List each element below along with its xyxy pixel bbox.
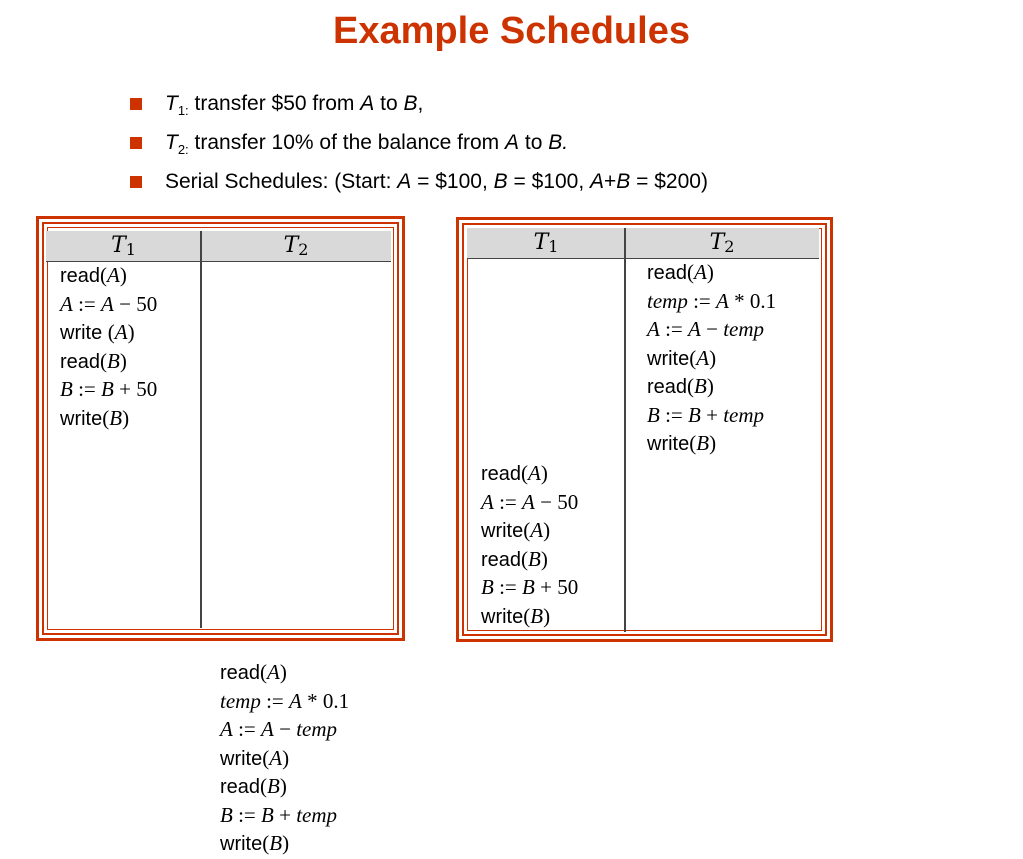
operation-line: temp := A * 0.1: [647, 288, 777, 313]
operation-line: read(B): [220, 774, 287, 798]
page-title: Example Schedules: [333, 10, 690, 52]
bullet-t2: [130, 125, 708, 164]
header-t1-sub: 1: [548, 237, 559, 256]
t1-to: to: [380, 92, 398, 115]
operation-line: B := B + temp: [647, 402, 765, 427]
serial-label: Serial Schedules: (Start:: [165, 170, 392, 193]
header-t1-symbol: T: [111, 233, 126, 258]
header-t2-symbol: T: [709, 230, 725, 255]
square-bullet-icon: [130, 137, 142, 149]
header-t2-symbol: T: [283, 233, 299, 258]
header-t1-symbol: T: [533, 230, 549, 255]
t2-symbol: T: [165, 131, 178, 154]
t1-column: [481, 459, 578, 630]
operation-line: read(B): [647, 374, 714, 398]
t2-column: [647, 258, 776, 458]
operation-line: write(B): [481, 603, 551, 628]
t1-a: A: [360, 92, 375, 115]
operation-line: B := B + 50: [60, 377, 158, 401]
serial-ab-val: = $200): [636, 170, 708, 193]
operation-line: write(A): [481, 518, 551, 542]
schedule-right-header: [467, 228, 819, 259]
operation-line: A := A − 50: [60, 291, 158, 316]
schedule-left: [46, 231, 391, 855]
t1-column: [60, 261, 157, 432]
header-t2-sub: 2: [724, 237, 735, 256]
t1-symbol: T: [165, 92, 178, 115]
operation-line: A := A − temp: [220, 717, 338, 741]
operation-line: write(B): [220, 831, 290, 855]
operation-line: read(B): [60, 348, 127, 373]
header-t2: [625, 228, 819, 258]
operation-line: write(A): [647, 345, 717, 370]
serial-ab-b: B: [616, 170, 631, 193]
operation-line: B := B + 50: [481, 575, 579, 599]
t2-text: transfer 10% of the balance from: [194, 131, 500, 154]
operation-line: B := B + temp: [220, 802, 338, 827]
serial-b: B: [493, 170, 508, 193]
bullet-list: [130, 86, 708, 203]
serial-ab-plus: +: [604, 170, 617, 193]
header-t1: [46, 231, 201, 261]
serial-ab-a: A: [590, 170, 605, 193]
operation-line: write (A): [60, 320, 135, 344]
t2-b: B.: [548, 131, 569, 154]
header-t2: [201, 231, 391, 261]
square-bullet-icon: [130, 98, 142, 110]
column-divider: [624, 228, 626, 632]
operation-line: read(B): [481, 546, 548, 571]
schedule-left-header: [46, 231, 391, 262]
operation-line: read(A): [647, 260, 714, 284]
square-bullet-icon: [130, 176, 142, 188]
operation-line: read(A): [220, 660, 287, 684]
operation-line: read(A): [60, 263, 127, 287]
operation-line: write(A): [220, 745, 290, 770]
bullet-serial: [130, 164, 708, 203]
t1-subscript: 1:: [177, 103, 189, 118]
t1-text: transfer $50 from: [194, 92, 355, 115]
t2-to: to: [524, 131, 543, 154]
serial-a-val: = $100,: [417, 170, 488, 193]
t1-b: B: [403, 92, 418, 115]
header-t1: [467, 228, 625, 258]
operation-line: A := A − 50: [481, 489, 579, 514]
header-t2-sub: 2: [298, 240, 309, 259]
operation-line: write(B): [60, 405, 130, 430]
column-divider: [200, 231, 202, 628]
header-t1-sub: 1: [125, 240, 136, 259]
operation-line: read(A): [481, 461, 548, 485]
t2-subscript: 2:: [177, 142, 189, 157]
serial-b-val: = $100,: [513, 170, 585, 193]
operation-line: write(B): [647, 431, 717, 455]
t2-a: A: [505, 131, 520, 154]
t2-column: [220, 658, 349, 858]
operation-line: temp := A * 0.1: [220, 688, 350, 713]
schedule-right: [467, 228, 819, 632]
t1-end: ,: [417, 92, 424, 115]
bullet-t1: [130, 86, 708, 125]
serial-a: A: [397, 170, 412, 193]
operation-line: A := A − temp: [647, 317, 765, 341]
